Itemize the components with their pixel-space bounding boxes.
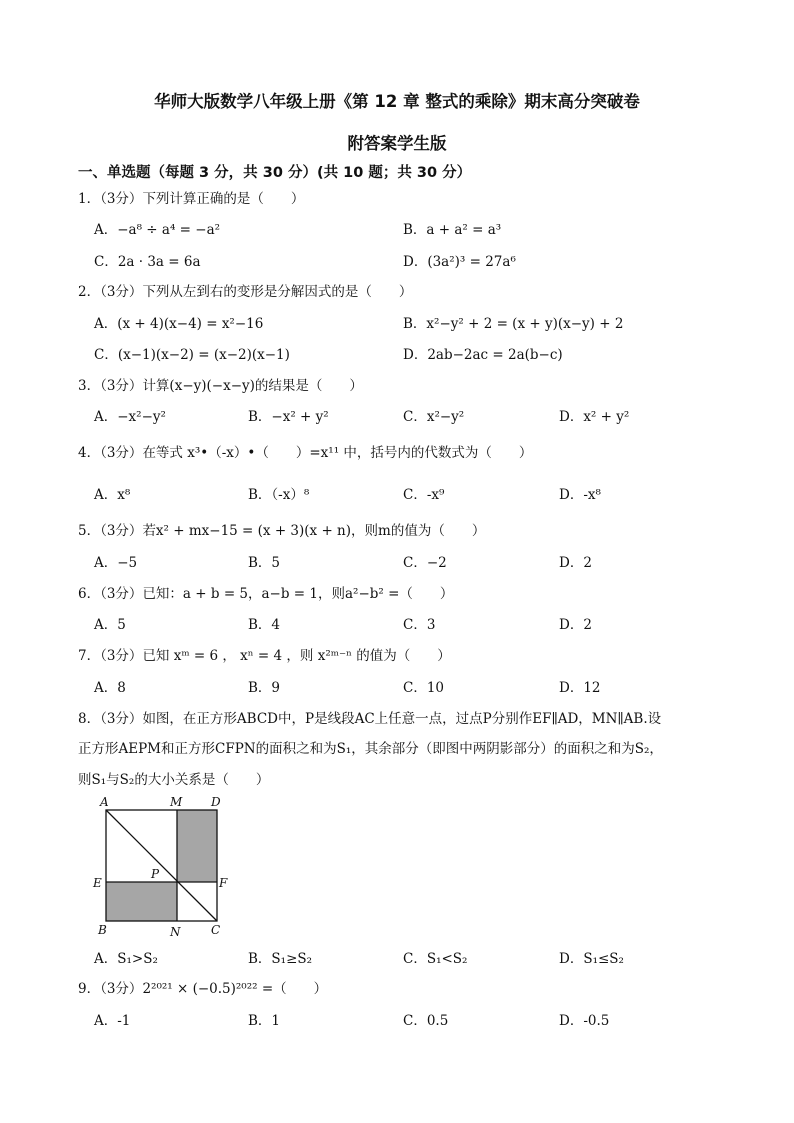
question-stem: 如图，在正方形ABCD中，P是线段AC上任意一点，过点P分别作EF∥AD，MN∥AB.设 [142,711,662,727]
question-score: （3分） [100,378,143,394]
option-c: C．0.5 [403,1013,449,1029]
question-number: 8． [78,711,101,727]
option-c: C．x²−y² [403,409,465,425]
option-a: A．−x²−y² [94,409,166,425]
option-a: A．8 [94,680,126,696]
option-d: D．2 [559,555,592,571]
question-4 [78,441,532,461]
page-title: 华师大版数学八年级上册《第 12 章 整式的乘除》期末高分突破卷 [154,92,640,111]
option-d: D．-0.5 [559,1013,610,1029]
question-stem: 在等式 x³•（-x）•（ ）=x¹¹ 中，括号内的代数式为（ ） [142,445,533,461]
option-d: D．-x⁸ [559,487,601,503]
option-d: D．12 [559,680,601,696]
label-c: C [211,923,221,937]
option-a: A．−a⁸ ÷ a⁴ = −a² [94,222,221,238]
question-score: （3分） [100,523,143,539]
option-b: B．−x² + y² [248,409,329,425]
option-a: A．−5 [94,555,138,571]
option-a: A．-1 [94,1013,131,1029]
label-a: A [100,795,109,809]
label-d: D [211,795,221,809]
square-figure [90,794,230,940]
option-d: D．(3a²)³ = 27a⁶ [403,254,516,270]
question-number: 5． [78,523,101,539]
option-c: C．10 [403,680,445,696]
option-c: C．S₁<S₂ [403,951,468,967]
question-5 [78,519,485,539]
question-score: （3分） [100,711,143,727]
label-n: N [170,925,181,939]
question-number: 6． [78,586,101,602]
question-2 [78,280,412,300]
option-a: A．(x + 4)(x−4) = x²−16 [94,316,264,332]
question-number: 9． [78,981,101,997]
option-b: B．S₁≥S₂ [248,951,313,967]
option-b: B．5 [248,555,281,571]
option-b: B．x²−y² + 2 = (x + y)(x−y) + 2 [403,316,624,332]
question-stem: 下列从左到右的变形是分解因式的是（ ） [142,284,413,300]
option-a: A．S₁>S₂ [94,951,158,967]
option-b: B．9 [248,680,281,696]
shaded-region-top-right [177,810,217,882]
question-score: （3分） [100,445,143,461]
section-heading: 一、单选题（每题 3 分，共 30 分）(共 10 题；共 30 分） [78,165,472,181]
option-d: D．2 [559,617,592,633]
label-m: M [170,795,183,809]
option-a: A．x⁸ [94,487,131,503]
label-e: E [93,876,102,890]
question-1 [78,187,304,207]
question-6 [78,582,453,602]
question-stem: 计算(x−y)(−x−y)的结果是（ ） [142,378,363,394]
question-stem: 下列计算正确的是（ ） [142,191,305,207]
question-stem: 已知 xᵐ = 6 ， xⁿ = 4 ，则 x²ᵐ⁻ⁿ 的值为（ ） [142,648,451,664]
question-8 [78,707,661,727]
question-score: （3分） [100,284,143,300]
question-score: （3分） [100,981,143,997]
question-score: （3分） [100,648,143,664]
option-a: A．5 [94,617,126,633]
option-c: C．-x⁹ [403,487,445,503]
option-b: B．（-x）⁸ [248,487,310,503]
option-d: D．S₁≤S₂ [559,951,624,967]
question-stem: 已知：a + b = 5，a−b = 1，则a²−b² =（ ） [142,586,454,602]
option-b: B．a + a² = a³ [403,222,502,238]
option-c: C．2a · 3a = 6a [94,254,201,270]
question-number: 4． [78,445,101,461]
question-7 [78,644,451,664]
option-b: B．4 [248,617,281,633]
question-score: （3分） [100,191,143,207]
question-stem: 2²⁰²¹ × (−0.5)²⁰²² =（ ） [142,981,328,997]
page-subtitle: 附答案学生版 [347,134,447,153]
shaded-region-bottom-left [106,882,177,921]
question-score: （3分） [100,586,143,602]
question-9 [78,977,327,997]
question-8-line-3: 则S₁与S₂的大小关系是（ ） [78,772,270,788]
option-b: B．1 [248,1013,281,1029]
question-number: 2． [78,284,101,300]
option-c: C．−2 [403,555,447,571]
label-f: F [219,876,228,890]
question-number: 1． [78,191,101,207]
option-c: C．(x−1)(x−2) = (x−2)(x−1) [94,347,290,363]
label-b: B [98,923,107,937]
option-c: C．3 [403,617,436,633]
question-stem: 若x² + mx−15 = (x + 3)(x + n)，则m的值为（ ） [142,523,486,539]
option-d: D．2ab−2ac = 2a(b−c) [403,347,563,363]
question-3 [78,374,363,394]
label-p: P [151,867,160,881]
question-number: 3． [78,378,101,394]
question-number: 7． [78,648,101,664]
question-8-line-2: 正方形AEPM和正方形CFPN的面积之和为S₁，其余部分（即图中两阴影部分）的面积之和为S₂， [78,741,663,757]
option-d: D．x² + y² [559,409,630,425]
